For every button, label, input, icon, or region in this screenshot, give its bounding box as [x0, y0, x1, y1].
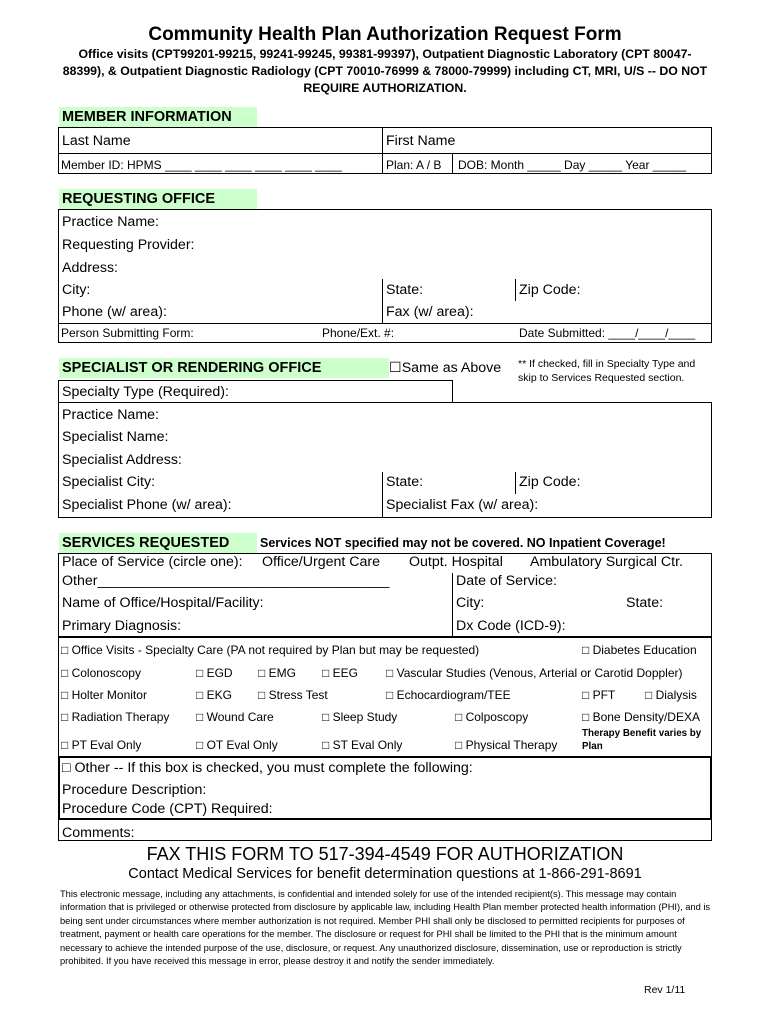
place-hospital-option[interactable]: Outpt. Hospital — [409, 554, 503, 570]
other-procedure-checkbox[interactable]: □ Other -- If this box is checked, you must complete the following: — [62, 760, 473, 776]
specialist-practice-name-field[interactable]: Practice Name: — [62, 407, 159, 423]
state-field[interactable]: State: — [386, 282, 424, 298]
place-of-service-label: Place of Service (circle one): — [62, 554, 243, 570]
requesting-office-heading: REQUESTING OFFICE — [59, 189, 257, 209]
specialist-address-field[interactable]: Specialist Address: — [62, 452, 182, 468]
divider — [515, 279, 516, 301]
ekg-checkbox[interactable]: □ EKG — [196, 688, 232, 702]
fax-instruction: FAX THIS FORM TO 517-394-4549 FOR AUTHORIZATION — [146, 844, 624, 864]
colposcopy-checkbox[interactable]: □ Colposcopy — [455, 710, 529, 724]
eeg-checkbox[interactable]: □ EEG — [322, 666, 358, 680]
primary-diagnosis-field[interactable]: Primary Diagnosis: — [62, 618, 182, 634]
specialist-city-field[interactable]: Specialist City: — [62, 474, 156, 490]
radiation-therapy-checkbox[interactable]: □ Radiation Therapy — [61, 710, 170, 724]
member-id-field[interactable]: Member ID: HPMS ____ ____ ____ ____ ____ ____ — [61, 158, 342, 172]
st-eval-checkbox[interactable]: □ ST Eval Only — [322, 738, 403, 752]
pft-checkbox[interactable]: □ PFT — [582, 688, 616, 702]
services-requested-heading: SERVICES REQUESTED — [59, 533, 257, 553]
member-information-heading: MEMBER INFORMATION — [59, 107, 257, 127]
phone-field[interactable]: Phone (w/ area): — [62, 304, 167, 320]
emg-checkbox[interactable]: □ EMG — [258, 666, 296, 680]
specialty-type-field[interactable]: Specialty Type (Required): — [62, 384, 229, 400]
same-as-above-checkbox[interactable]: ☐Same as Above — [389, 360, 502, 376]
diabetes-education-checkbox[interactable]: □ Diabetes Education — [582, 643, 697, 657]
plan-field[interactable]: Plan: A / B — [386, 158, 442, 172]
fax-field[interactable]: Fax (w/ area): — [386, 304, 474, 320]
same-as-above-note: ** If checked, fill in Specialty Type and skip to Services Requested section. — [518, 358, 696, 384]
place-office-option[interactable]: Office/Urgent Care — [262, 554, 381, 570]
zip-code-field[interactable]: Zip Code: — [519, 282, 581, 298]
phone-ext-field[interactable]: Phone/Ext. #: — [322, 326, 395, 340]
divider — [452, 153, 453, 174]
therapy-benefit-note: Therapy Benefit varies by Plan — [582, 728, 702, 752]
procedure-code-field[interactable]: Procedure Code (CPT) Required: — [62, 801, 273, 817]
divider — [382, 279, 383, 323]
divider — [452, 573, 453, 637]
egd-checkbox[interactable]: □ EGD — [196, 666, 233, 680]
echocardiogram-checkbox[interactable]: □ Echocardiogram/TEE — [386, 688, 511, 702]
last-name-field[interactable]: Last Name — [62, 133, 131, 149]
person-submitting-field[interactable]: Person Submitting Form: — [61, 326, 194, 340]
dx-code-field[interactable]: Dx Code (ICD-9): — [456, 618, 566, 634]
other-place-field[interactable]: Other_____________________________________ — [62, 573, 390, 589]
first-name-field[interactable]: First Name — [386, 133, 456, 149]
date-submitted-field[interactable]: Date Submitted: ____/____/____ — [519, 326, 696, 340]
date-of-service-field[interactable]: Date of Service: — [456, 573, 557, 589]
specialist-office-heading: SPECIALIST OR RENDERING OFFICE — [59, 358, 389, 378]
holter-monitor-checkbox[interactable]: □ Holter Monitor — [61, 688, 147, 702]
procedure-description-field[interactable]: Procedure Description: — [62, 782, 207, 798]
address-field[interactable]: Address: — [62, 260, 118, 276]
office-visits-checkbox[interactable]: □ Office Visits - Specialty Care (PA not required by Plan but may be requested) — [61, 643, 480, 657]
ot-eval-checkbox[interactable]: □ OT Eval Only — [196, 738, 278, 752]
practice-name-field[interactable]: Practice Name: — [62, 214, 159, 230]
place-ambulatory-option[interactable]: Ambulatory Surgical Ctr. — [530, 554, 683, 570]
specialist-zip-field[interactable]: Zip Code: — [519, 474, 581, 490]
divider — [58, 323, 712, 324]
divider — [382, 472, 383, 518]
comments-field[interactable]: Comments: — [62, 825, 135, 841]
bone-density-checkbox[interactable]: □ Bone Density/DEXA — [582, 710, 700, 724]
divider — [58, 153, 712, 154]
stress-test-checkbox[interactable]: □ Stress Test — [258, 688, 328, 702]
form-title: Community Health Plan Authorization Request Form — [148, 24, 622, 45]
wound-care-checkbox[interactable]: □ Wound Care — [196, 710, 274, 724]
requesting-provider-field[interactable]: Requesting Provider: — [62, 237, 195, 253]
divider — [382, 127, 383, 174]
facility-state-field[interactable]: State: — [626, 595, 664, 611]
specialist-phone-field[interactable]: Specialist Phone (w/ area): — [62, 497, 232, 513]
contact-instruction: Contact Medical Services for benefit determination questions at 1-866-291-8691 — [128, 866, 642, 882]
vascular-studies-checkbox[interactable]: □ Vascular Studies (Venous, Arterial or Carotid Doppler) — [386, 666, 683, 680]
pt-eval-checkbox[interactable]: □ PT Eval Only — [61, 738, 142, 752]
form-subtitle: Office visits (CPT99201-99215, 99241-99245, 99381-99397), Outpatient Diagnostic Laboratory (CPT 80047-88399), & Outpatient Diagnostic Radiology (CPT 70010-76999 & 78000-79999) including CT, MRI, U/S -- DO NOT REQUIRE AUTHORIZATION. — [62, 47, 708, 95]
coverage-warning: Services NOT specified may not be covered. NO Inpatient Coverage! — [260, 536, 666, 550]
dob-field[interactable]: DOB: Month _____ Day _____ Year _____ — [458, 158, 687, 172]
confidentiality-notice: This electronic message, including any attachments, is confidential and intended solely for use of the intended recipient(s). This message may contain information that is privileged or otherwise protected from disclosure by applicable law, including Health Plan member protected health information (PHI), and is being sent under circumstances where member authorization is not required. Member PHI shall only be disclosed to permitted recipients for purposes of treatment, payment or health care operations for the member. The disclosure or request for PHI shall be limited to the PHI that is the minimum amount necessary to achieve the intended purpose of the use, disclosure, or request. Any unauthorized disclosure, dissemination, use or reproduction is strictly prohibited. If you have received this message in error, please destroy it and notify the sender immediately. — [60, 889, 711, 967]
facility-city-field[interactable]: City: — [456, 595, 485, 611]
sleep-study-checkbox[interactable]: □ Sleep Study — [322, 710, 398, 724]
specialist-fax-field[interactable]: Specialist Fax (w/ area): — [386, 497, 539, 513]
dialysis-checkbox[interactable]: □ Dialysis — [645, 688, 697, 702]
specialist-name-field[interactable]: Specialist Name: — [62, 429, 169, 445]
city-field[interactable]: City: — [62, 282, 91, 298]
physical-therapy-checkbox[interactable]: □ Physical Therapy — [455, 738, 558, 752]
specialist-state-field[interactable]: State: — [386, 474, 424, 490]
divider — [515, 472, 516, 494]
facility-name-field[interactable]: Name of Office/Hospital/Facility: — [62, 595, 264, 611]
colonoscopy-checkbox[interactable]: □ Colonoscopy — [61, 666, 141, 680]
revision-label: Rev 1/11 — [644, 984, 686, 996]
